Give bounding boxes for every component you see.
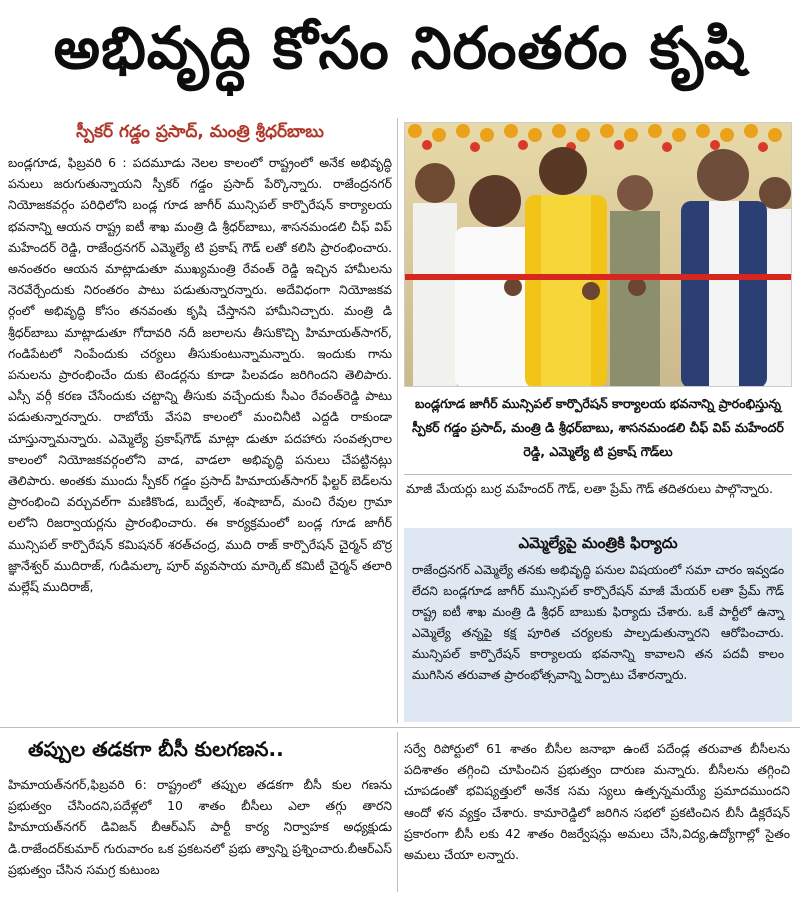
photo-caption: బండ్లగూడ జాగీర్ మున్సిపల్ కార్పొరేషన్ కార్యాలయ భవనాన్ని ప్రారంభిస్తున్న స్పీకర్ గడ్డం ప్రసాద్, మంత్రి డి శ్రీధర్‌బాబు, శాసనమండలి చీఫ్ విప్ మహేందర్ రెడ్డి, ఎమ్మెల్యే టి ప్రకాష్ గౌడ్‌లు xyxy=(412,396,784,459)
caption-divider xyxy=(404,474,792,475)
second-article-left xyxy=(8,733,392,893)
inauguration-photo xyxy=(404,122,792,387)
article-continuation: మాజీ మేయర్లు బుర్ర మహేందర్ గౌడ్, లతా ప్రేమ్ గౌడ్ తదితరులు పాల్గొన్నారు. xyxy=(406,481,773,496)
sidebar-box-body: రాజేంద్రనగర్ ఎమ్మెల్యే తనకు అభివృద్ధి పనుల విషయంలో సమా చారం ఇవ్వడం లేదని బండ్లగూడ జాగీర్ మున్సిపల్ కార్పొరేషన్ మాజీ మేయర్ లతా ప్రేమ్ గౌడ్ రాష్ట్ర ఐటీ శాఖ మంత్రి డి శ్రీధర్ బాబుకు ఫిర్యాదు చేశారు. ఒకే పార్టీలో ఉన్నా ఎమ్మెల్యే తన్నపై కక్ష పూరిత చర్యలకు పాల్పడుతున్నారని ఆరోపించారు. మున్సిపల్ కార్పొరేషన్ కార్యాలయ భవనాన్ని కావాలని తన పదవీ కాలం ముగిసిన తరువాత ప్రారంభోత్సవాన్ని ఏర్పాటు చేశారన్నారు. xyxy=(412,563,784,682)
second-article-body-left: హిమాయత్‌నగర్,ఫిబ్రవరి 6: రాష్ట్రంలో తప్పుల తడకగా బీసీ కుల గణను ప్రభుత్వం చేసిందని,పదేళ్లలో 10 శాతం బీసీలు ఎలా తగ్గు తారని హిమాయత్‌నగర్ డివిజన్ బీఆర్ఎస్ పార్టీ కార్య నిర్వాహక అధ్యక్షుడు డి.రాజేందర్‌కుమార్ గురువారం ఒక ప్రకటనలో ప్రభు త్వాన్ని ప్రశ్నించారు.బీఆర్ఎస్ ప్రభుత్వం చేసిన సమగ్ర కుటుంబ xyxy=(8,777,392,877)
second-article-headline: తప్పుల తడకగా బీసీ కులగణన.. xyxy=(28,737,284,761)
section-divider xyxy=(0,727,800,728)
bottom-column-divider xyxy=(397,732,398,892)
article-body: బండ్లగూడ, ఫిబ్రవరి 6 : పదమూడు నెలల కాలంలో రాష్ట్రంలో అనేక అభివృద్ధి పనులు జరుగుతున్నాయని స్పీకర్ గడ్డం ప్రసాద్ పేర్కొన్నారు. రాజేంద్రనగర్ నియోజకవర్గం పరిధిలోని బండ్ల గూడ జాగీర్ మున్సిపల్ కార్పొరేషన్ కార్యాలయ భవనాన్ని ఆయన రాష్ట్ర ఐటీ శాఖ మంత్రి డి శ్రీధర్‌బాబు, శాసనమండలి చీఫ్ విప్ మహేందర్ రెడ్డి, రాజేంద్రనగర్ ఎమ్మెల్యే టి ప్రకాష్ గౌడ్ లతో కలిసి ప్రారంభించారు. అనంతరం ఆయన మాట్లాడుతూ ముఖ్యమంత్రి రేవంత్ రెడ్డి ఇచ్చిన హామీలను నెరవేర్చేందుకు నిరంతరం పాటు పడుతున్నారన్నారు. అదేవిధంగా నియోజకవ ర్గంలో అభివృద్ధి కోసం తనవంతు కృషి చేస్తానని హామీనిచ్చారు. మంత్రి డి శ్రీధర్‌బాబు మాట్లాడుతూ గోదావరి నదీ జలాలను తీసుకొచ్చి హిమాయత్‌సాగర్, గండిపేటలో నింపేందుకు చర్యలు తీసుకుంటున్నామన్నారు. ఇందుకు గాను పనులను ప్రారంభించేం దుకు టెండర్లను కూడా పిలవడం జరిగిందని తెలిపారు. ఎస్సీ వర్గీ కరణ చేసేందుకు చట్టాన్ని తీసుకు వచ్చేందుకు సీఎం రేవంత్‌రెడ్డి పాటు పడుతున్నారన్నారు. రాబోయే వేసవి కాలంలో మంచినీటి ఎద్దడి రాకుండా చూస్తున్నామన్నారు. ఎమ్మెల్యే ప్రకాష్‌గౌడ్ మాట్లా డుతూ పదహారు సంవత్సరాల కాలంలో నియోజకవర్గంలోని వాడ, వాడలా అభివృద్ధి పనులు చేపట్టినట్లు తెలిపారు. అంతకు ముందు స్పీకర్ గడ్డం ప్రసాద్ హిమాయత్‌సాగర్ ఫిల్టర్ బెడ్‌లను ప్రారంభించి వర్చువల్‌గా మణికొండ, బుద్వేల్, శంషాబాద్, మంచి రేవుల గ్రామా లలోని రిజర్వాయర్లను ప్రారంభించారు. ఈ కార్యక్రమంలో బండ్ల గూడ జాగీర్ మున్సిపల్ కార్పొరేషన్ కమిషనర్ శరత్‌చంద్ర, ముది రాజ్ కార్పొరేషన్ చైర్మన్ బొర్ర జ్ఞానేశ్వర్ ముదిరాజ్, గుడిమల్కా పూర్ వ్యవసాయ మార్కెట్ కమిటీ చైర్మన్ తలారి మల్లేష్ ముదిరాజ్, xyxy=(8,155,392,595)
column-divider xyxy=(397,118,398,723)
complaint-sidebar-box xyxy=(404,528,792,722)
page-headline: అభివృద్ధి కోసం నిరంతరం కృషి xyxy=(53,13,747,82)
second-article-body-right: సర్వే రిపోర్టులో 61 శాతం బీసీల జనాభా ఉంటే పదేండ్ల తరువాత బీసీలను పదిశాతం తగ్గించి చూపించిన ప్రభుత్వం దారుణ మన్నారు. బీసీలను తగ్గించి చూపడంతో భవిష్యత్తులో అనేక సమ స్యలు ఉత్పన్నమయ్యే ప్రమాదముందని ఆందో ళన వ్యక్తం చేశారు. కామారెడ్డిలో జరిగిన సభలో ప్రకటించిన బీసీ డిక్లరేషన్ ప్రకారంగా బీసీ లకు 42 శాతం రిజర్వేషన్లు అమలు చేసి,విద్య,ఉద్యోగాల్లో సైతం అమలు చేయా లన్నారు. xyxy=(404,741,790,863)
second-article-right xyxy=(404,738,790,893)
article-subheadline: స్పీకర్ గడ్డం ప్రసాద్, మంత్రి శ్రీధర్‌బాబు xyxy=(76,122,324,142)
main-article-column xyxy=(8,118,392,723)
sidebar-box-title: ఎమ్మెల్యేపై మంత్రికి ఫిర్యాదు xyxy=(518,534,678,552)
